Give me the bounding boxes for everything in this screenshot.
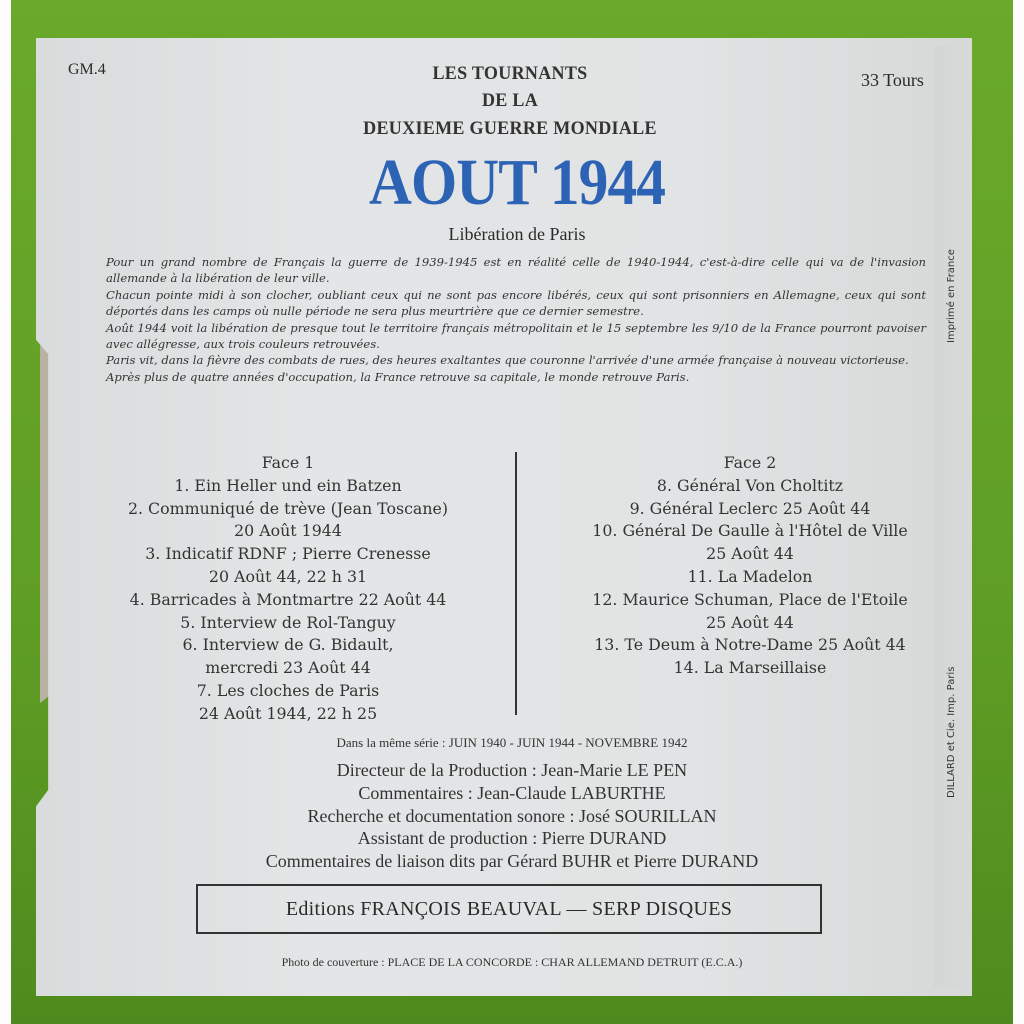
series-title-line-3: DEUXIEME GUERRE MONDIALE	[363, 118, 657, 139]
intro-paragraph: Août 1944 voit la libération de presque tout le territoire français métropolitain et le 15 septembre les 9/10 de la France pourront pavoiser avec allégresse, aux trois couleurs retrouvées.	[106, 320, 926, 352]
record-speed: 33 Tours	[861, 70, 924, 90]
credit-line: Recherche et documentation sonore : José SOURILLAN	[307, 805, 717, 826]
track-line: 10. Général De Gaulle à l'Hôtel de Ville	[592, 521, 908, 541]
track-line: 8. Général Von Choltitz	[656, 475, 844, 495]
album-title: AOUT 1944	[368, 146, 666, 219]
printer-label: DILLARD et Cie. Imp. Paris	[946, 666, 957, 798]
credit-line: Commentaires : Jean-Claude LABURTHE	[358, 782, 666, 803]
intro-paragraph: Chacun pointe midi à son clocher, oubliant ceux qui ne sont pas encore libérés, ceux qui sont prisonniers en Allemagne, ceux qui sont déportés dans les camps où nulle période ne sera plus meurtrière que ce dernier semestre.	[106, 287, 926, 319]
intro-paragraph: Après plus de quatre années d'occupation, la France retrouve sa capitale, le monde retrouve Paris.	[106, 369, 690, 384]
left-white-border	[0, 0, 11, 1024]
track-line: 13. Te Deum à Notre-Dame 25 Août 44	[594, 635, 906, 655]
publisher-name: Editions FRANÇOIS BEAUVAL — SERP DISQUES	[285, 897, 733, 920]
track-line: 12. Maurice Schuman, Place de l'Etoile	[592, 589, 908, 609]
track-line: 1. Ein Heller und ein Batzen	[174, 475, 402, 495]
production-credits	[150, 759, 874, 873]
track-line: 25 Août 44	[706, 612, 794, 632]
series-title-line-2: DE LA	[481, 90, 539, 111]
face-divider	[515, 452, 517, 715]
intro-text	[106, 254, 926, 385]
track-line: 24 Août 1944, 22 h 25	[198, 703, 378, 723]
credit-line: Assistant de production : Pierre DURAND	[357, 828, 667, 849]
face-1-label: Face 1	[261, 453, 315, 472]
track-line: 5. Interview de Rol-Tanguy	[180, 612, 396, 632]
track-line: mercredi 23 Août 44	[205, 658, 371, 678]
track-line: 9. Général Leclerc 25 Août 44	[629, 498, 871, 518]
credit-line: Directeur de la Production : Jean-Marie LE PEN	[336, 760, 688, 780]
intro-paragraph: Paris vit, dans la fièvre des combats de rues, des heures exaltantes que couronne l'arrivée d'une armée française à nouveau victorieuse.	[106, 353, 909, 368]
series-title-line-1: LES TOURNANTS	[432, 63, 588, 84]
track-line: 25 Août 44	[706, 544, 794, 564]
track-line: 14. La Marseillaise	[673, 658, 827, 678]
photo-credit: Photo de couverture : PLACE DE LA CONCORDE : CHAR ALLEMAND DETRUIT (E.C.A.)	[281, 955, 743, 969]
right-white-border	[1013, 0, 1024, 1024]
track-line: 11. La Madelon	[687, 566, 813, 586]
track-line: 4. Barricades à Montmartre 22 Août 44	[129, 589, 447, 609]
track-line: 7. Les cloches de Paris	[196, 680, 380, 700]
tracklist-face-2	[540, 452, 960, 680]
intro-paragraph: Pour un grand nombre de Français la guerre de 1939-1945 est en réalité celle de 1940-1944, c'est-à-dire celle qui va de l'invasion allemande à la libération de leur ville.	[106, 255, 926, 286]
album-subtitle: Libération de Paris	[448, 224, 586, 244]
publisher-box	[196, 884, 822, 934]
track-line: 20 Août 1944	[234, 521, 342, 541]
track-line: 3. Indicatif RDNF ; Pierre Crenesse	[145, 544, 431, 564]
track-line: 20 Août 44, 22 h 31	[208, 566, 368, 586]
printed-in-label: Imprimé en France	[946, 249, 957, 343]
credit-line: Commentaires de liaison dits par Gérard BUHR et Pierre DURAND	[265, 851, 759, 872]
tracklist-face-1	[78, 452, 498, 726]
series-note: Dans la même série : JUIN 1940 - JUIN 1944 - NOVEMBRE 1942	[336, 735, 688, 750]
catalog-number: GM.4	[68, 61, 106, 78]
face-2-label: Face 2	[723, 453, 777, 472]
track-line: 6. Interview de G. Bidault,	[182, 635, 394, 655]
track-line: 2. Communiqué de trève (Jean Toscane)	[127, 498, 449, 518]
